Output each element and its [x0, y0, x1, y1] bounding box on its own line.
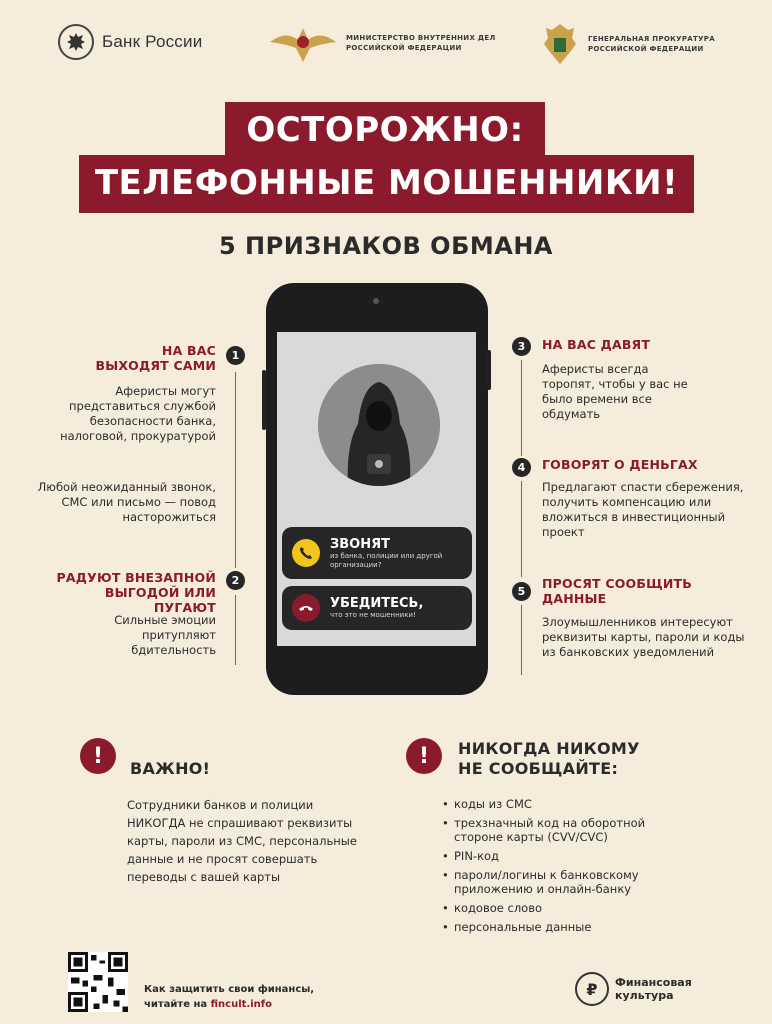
prosecutor-name: ГЕНЕРАЛЬНАЯ ПРОКУРАТУРА РОССИЙСКОЙ ФЕДЕРАЦИИ — [588, 35, 715, 53]
sign4-body: Предлагают спасти сбережения, получить компенсацию или вложиться в инвестиционный проект — [542, 480, 744, 539]
sign1-heading: НА ВАС ВЫХОДЯТ САМИ — [95, 343, 216, 373]
fincult-line1: Финансовая — [615, 976, 692, 989]
sign5-heading: ПРОСЯТ СООБЩИТЬ ДАННЫЕ — [542, 576, 692, 606]
footer-line2 — [144, 997, 314, 1012]
fincult-line2: культура — [615, 989, 674, 1002]
call1-title: ЗВОНЯТ — [330, 536, 390, 552]
fincult-link[interactable]: fincult.info — [210, 999, 272, 1010]
sign-number-2: 2 — [226, 571, 245, 590]
phone-camera — [373, 298, 379, 304]
list-item: • PIN-код — [440, 849, 680, 863]
sign3-body: Аферисты всегда торопят, чтобы у вас не было времени все обдумать — [542, 362, 688, 421]
mvd-emblem-icon — [268, 22, 338, 64]
footer-line1: Как защитить свои финансы, — [144, 984, 315, 995]
important-body: Сотрудники банков и полиции НИКОГДА не спрашивают реквизиты карты, пароли из СМС, персональные данные и не просят совершать переводы с вашей карты — [127, 798, 357, 884]
never-heading-line2: НЕ СООБЩАЙТЕ: — [458, 759, 619, 778]
left-divider-line — [235, 595, 236, 665]
hacker-avatar — [318, 364, 440, 486]
title-banner-top — [225, 102, 545, 158]
call1-subtitle: из банка, полиции или другой организации? — [330, 551, 443, 569]
prosecutor-logo — [540, 22, 758, 66]
warning-icon: ! — [80, 738, 116, 774]
ruble-icon: ₽ — [575, 972, 609, 1006]
phone-side-button — [262, 370, 266, 430]
sign-number-5: 5 — [512, 582, 531, 601]
list-item: • персональные данные — [440, 920, 680, 934]
list-item: • коды из СМС — [440, 797, 680, 811]
title-line1: ОСТОРОЖНО: — [246, 110, 524, 150]
right-divider-line — [521, 360, 522, 456]
bank-russia-logo — [58, 24, 202, 60]
sign2-body: Сильные эмоции притупляют бдительность — [114, 613, 216, 657]
title-line2: ТЕЛЕФОННЫЕ МОШЕННИКИ! — [94, 163, 679, 203]
call2-title: УБЕДИТЕСЬ, — [330, 596, 424, 611]
header-logos — [0, 22, 772, 68]
call-notification-verify — [282, 586, 472, 630]
sign1-body1: Аферисты могут представиться службой безопасности банка, налоговой, прокуратурой — [60, 384, 216, 443]
sign5-body: Злоумышленников интересуют реквизиты карты, пароли и коды из банковских уведомлений — [542, 615, 745, 659]
sign4-heading: ГОВОРЯТ О ДЕНЬГАХ — [542, 457, 698, 472]
footer-line2-prefix: читайте на — [144, 999, 211, 1010]
left-divider-line — [235, 372, 236, 568]
fincult-logo — [575, 972, 692, 1006]
right-divider-line — [521, 605, 522, 675]
phone-hangup-icon — [292, 594, 320, 622]
mvd-logo — [268, 22, 516, 64]
title-banner-bottom — [79, 155, 694, 213]
eagle-emblem-icon — [58, 24, 94, 60]
important-heading: ВАЖНО! — [130, 759, 211, 778]
warning-icon: ! — [406, 738, 442, 774]
right-divider-line — [521, 481, 522, 577]
call-notification-incoming — [282, 527, 472, 579]
sign-number-4: 4 — [512, 458, 531, 477]
sign2-heading: РАДУЮТ ВНЕЗАПНОЙ ВЫГОДОЙ ИЛИ ПУГАЮТ — [56, 570, 216, 615]
qr-code[interactable] — [68, 952, 128, 1012]
phone-answer-icon — [292, 539, 320, 567]
footer-text — [144, 982, 314, 1012]
list-item: • пароли/логины к банковскому приложению и онлайн-банку — [440, 868, 680, 896]
sign-number-1: 1 — [226, 346, 245, 365]
bank-name: Банк России — [102, 32, 203, 51]
mvd-name: МИНИСТЕРСТВО ВНУТРЕННИХ ДЕЛ РОССИЙСКОЙ ФЕДЕРАЦИИ — [346, 34, 496, 52]
hooded-figure-icon — [318, 364, 440, 486]
subtitle: 5 ПРИЗНАКОВ ОБМАНА — [218, 232, 553, 260]
sign-number-3: 3 — [512, 337, 531, 356]
sign3-heading: НА ВАС ДАВЯТ — [542, 337, 651, 352]
never-heading-line1: НИКОГДА НИКОМУ — [458, 739, 640, 758]
call2-subtitle: что это не мошенники! — [330, 611, 416, 619]
prosecutor-emblem-icon — [540, 22, 580, 66]
sign1-body2: Любой неожиданный звонок, СМС или письмо — повод насторожиться — [37, 480, 216, 524]
list-item: • трехзначный код на оборотной стороне карты (CVV/CVC) — [440, 816, 680, 844]
phone-side-button — [487, 350, 491, 390]
never-list — [440, 797, 680, 939]
list-item: • кодовое слово — [440, 901, 680, 915]
